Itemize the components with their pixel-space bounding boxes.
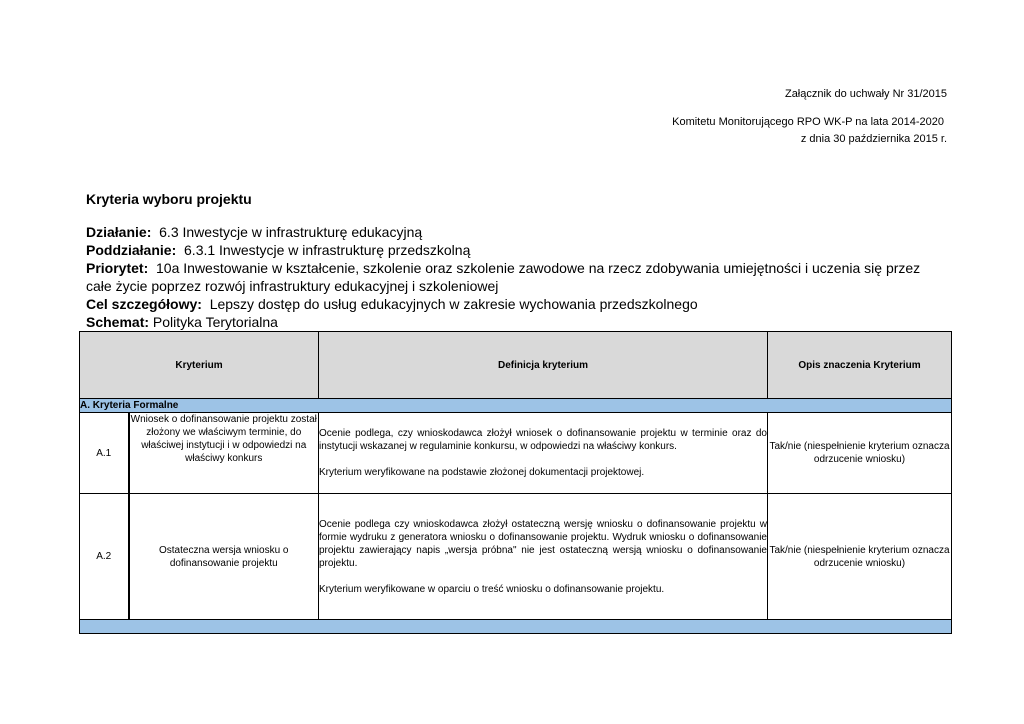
priorytet-value: 10a Inwestowanie w kształcenie, szkolenie oraz szkolenie zawodowe na rzecz zdobywania umiejętności i uczenia się przez całe życie poprzez rozwój infrastruktury edukacyjnej i szkoleniowej	[86, 260, 921, 294]
definition-paragraph: Ocenie podlega czy wnioskodawca złożył ostateczną wersję wniosku o dofinansowanie projektu w formie wydruku z generatora wniosku o dofinansowanie projektu. Wydruk wniosku o dofinansowanie projektu zawierający napis „wersja próbna" nie jest ostateczną wersją wniosku o dofinansowanie projektu.	[319, 518, 767, 569]
priorytet-label: Priorytet:	[86, 260, 149, 276]
criterion-name: Ostateczna wersja wniosku o dofinansowanie projektu	[129, 494, 319, 620]
table-row	[80, 494, 952, 620]
table-footer-row	[80, 620, 952, 634]
header-definicja: Definicja kryterium	[319, 332, 768, 399]
dzialanie-line	[86, 223, 936, 241]
dzialanie-value: 6.3 Inwestycje w infrastrukturę edukacyjną	[159, 224, 423, 240]
poddzialanie-label: Poddziałanie:	[86, 242, 177, 258]
table-row	[80, 413, 952, 494]
table-header-row	[80, 332, 952, 399]
section-label: A. Kryteria Formalne	[80, 399, 952, 413]
cel-value: Lepszy dostęp do usług edukacyjnych w zakresie wychowania przedszkolnego	[209, 296, 698, 312]
criterion-definition	[319, 494, 768, 620]
schemat-line	[86, 313, 936, 331]
schemat-label: Schemat:	[86, 314, 150, 330]
definition-verification: Kryterium weryfikowane na podstawie złożonej dokumentacji projektowej.	[319, 467, 645, 478]
criterion-meaning: Tak/nie (niespełnienie kryterium oznacza odrzucenie wniosku)	[768, 494, 952, 620]
dzialanie-label: Działanie:	[86, 224, 152, 240]
header-opis: Opis znaczenia Kryterium	[768, 332, 952, 399]
annex-header-line: Załącznik do uchwały Nr 31/2015	[784, 88, 947, 100]
footer-band	[80, 620, 952, 634]
committee-header-line: Komitetu Monitorującego RPO WK-P na lata 2014-2020	[672, 116, 944, 128]
section-row	[80, 399, 952, 413]
poddzialanie-value: 6.3.1 Inwestycje w infrastrukturę przedszkolną	[184, 242, 471, 258]
date-header-line: z dnia 30 października 2015 r.	[800, 133, 947, 145]
poddzialanie-line	[86, 241, 936, 259]
criterion-meaning: Tak/nie (niespełnienie kryterium oznacza odrzucenie wniosku)	[768, 413, 952, 494]
criterion-definition	[319, 413, 768, 494]
header-kryterium: Kryterium	[80, 332, 319, 399]
cel-label: Cel szczegółowy:	[86, 296, 202, 312]
criterion-name: Wniosek o dofinansowanie projektu został złożony we właściwym terminie, do właściwej instytucji i w odpowiedzi na właściwy konkurs	[129, 413, 319, 494]
criteria-table	[79, 331, 952, 634]
document-title: Kryteria wyboru projektu	[86, 191, 252, 207]
priorytet-line	[86, 259, 936, 295]
criterion-number: A.1	[80, 413, 129, 494]
definition-verification: Kryterium weryfikowane w oparciu o treść wniosku o dofinansowanie projektu.	[319, 583, 665, 595]
schemat-value: Polityka Terytorialna	[152, 314, 278, 330]
definition-paragraph: Ocenie podlega, czy wnioskodawca złożył wniosek o dofinansowanie projektu w terminie oraz do instytucji wskazanej w regulaminie konkursu, w odpowiedzi na właściwy konkurs.	[319, 428, 767, 452]
cel-line	[86, 295, 936, 313]
criterion-number: A.2	[80, 494, 129, 620]
